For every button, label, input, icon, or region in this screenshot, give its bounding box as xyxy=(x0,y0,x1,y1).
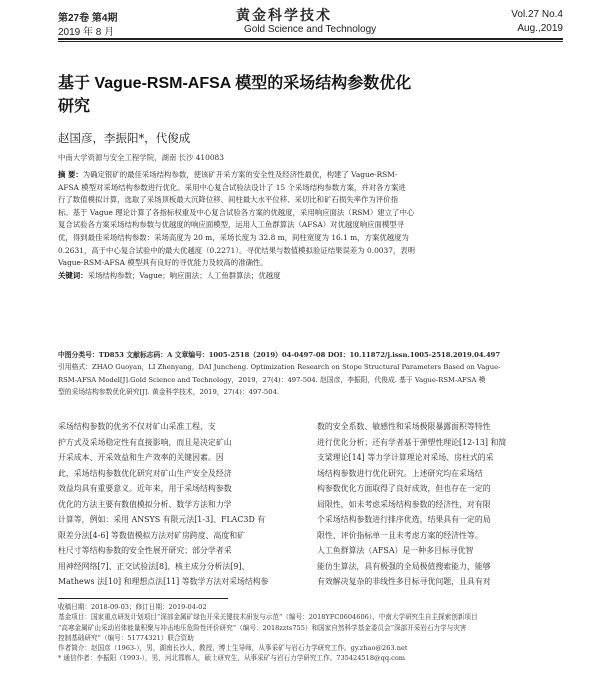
body-line: 构参数优化方面取得了良好成效，但也存在一定的 xyxy=(317,484,491,493)
body-line: 人工鱼群算法（AFSA）是一种多目标寻优智 xyxy=(317,546,474,555)
body-line: 能仿生算法，具有极强的全局极值搜索能力，能够 xyxy=(317,561,491,571)
keywords-label: 关键词： xyxy=(58,270,88,280)
citation-line: 引用格式：ZHAO Guoyan，LI Zhenyang，DAI Juncheng. Optimization Research on Stope Structural Parameters Based on Vague- xyxy=(58,363,501,372)
header-rule-thin xyxy=(58,41,563,42)
body-line: 场结构参数进行优化研究。上述研究均在采场结 xyxy=(317,468,483,478)
title-line: 研究 xyxy=(58,98,91,115)
abstract xyxy=(58,169,563,282)
received-date: 收稿日期：2018-09-03；修订日期：2019-04-02 xyxy=(58,603,207,611)
body-line: 效益均具有重要意义。近年来，用于采场结构参数 xyxy=(58,484,232,493)
body-line: 护方式及采场稳定性有直接影响，而且是决定矿山 xyxy=(58,437,232,447)
abstract-line: 标。基于 Vague 理论计算了各指标权重及中心复合试验各方案的优越度，采用响应面法（RSM）建立了中心 xyxy=(58,207,415,217)
body-line: 限差分法[4-6] 等数值模拟方法对矿房跨度、高度和矿 xyxy=(58,530,246,540)
body-line: 此，采场结构参数优化研究对矿山生产安全及经济 xyxy=(58,468,232,478)
body-line: 柱尺寸等结构参数的安全性展开研究；部分学者采 xyxy=(58,546,232,555)
body-line: 数的安全系数、敏感性和采场极限暴露面积等特性 xyxy=(317,422,491,431)
body-line: 有效解决复杂的非线性多目标寻优问题，且具有对 xyxy=(317,577,491,586)
body-line: 支梁理论[14] 等力学计算理论对采场、房柱式的采 xyxy=(317,453,494,462)
paper-title xyxy=(58,72,563,118)
authors: 赵国彦，李振阳*，代俊成 xyxy=(58,131,191,145)
classification-line: 中图分类号：TD853 文献标志码：A 文章编号：1005-2518（2019）04-0497-08 DOI：10.11872/j.issn.1005-2518.2019.04.497 xyxy=(58,351,501,359)
body-column-left xyxy=(58,419,301,590)
abstract-line: 复合试验各方案采场结构参数与优越度的响应面模型，运用人工鱼群算法（AFSA）对优越度响应面模型寻 xyxy=(58,220,405,230)
citation-line: RSM-AFSA Model[J].Gold Science and Technology，2019，27(4)：497-504. 赵国彦，李振阳，代俊成. 基于 Vague-RSM-AFSA 模 xyxy=(58,375,486,384)
journal-title-en: Gold Science and Technology xyxy=(244,24,377,35)
abstract-line: 优，得到最佳采场结构参数：采场高度为 20 m，采场长度为 32.8 m，间柱宽度为 16.1 m，方案优越度为 xyxy=(58,232,409,242)
funding-line: 基金项目：国家重点研发计划项目“深部金属矿绿色开采关键技术研发与示范”（编号：2018YFC0604606）、中南大学研究生自主探索创新项目 xyxy=(58,613,478,622)
abstract-label: 摘 要： xyxy=(58,170,83,179)
affiliation: 中南大学资源与安全工程学院，湖南 长沙 410083 xyxy=(58,153,224,162)
body-line: 限性、评价指标单一且未考虑方案的经济性等。 xyxy=(317,530,483,540)
body-line: 进行优化分析；还有学者基于弹塑性理论[12-13] 和简 xyxy=(317,437,507,447)
body-line: 开采成本、开采效益和生产效率的关键因素。因 xyxy=(58,453,224,462)
title-line: 基于 Vague-RSM-AFSA 模型的采场结构参数优化 xyxy=(58,75,412,92)
body-line: Mathews 法[10] 和理想点法[11] 等数学方法对采场结构参 xyxy=(58,577,269,586)
funding-line: “高寒金属矿山采动岩体能量积聚与冲击地压危险性评价研究”（编号：2018zzts755）和国家自然科学基金委员会“深部开采岩石力学与灾害 xyxy=(58,623,467,632)
body-line: 局限性，如未考虑采场结构参数的经济性，对有限 xyxy=(317,499,491,509)
abstract-line: 0.2631，高于中心复合试验中的最大优越度（0.2271）。寻优结果与数值模拟验证结果误差为 0.0037，表明 xyxy=(58,245,416,255)
footnotes xyxy=(58,602,563,664)
body-line: 个采场结构参数进行排序优选，结果具有一定的局 xyxy=(317,515,491,524)
article-meta xyxy=(58,349,563,399)
body-line: 用神经网络[7]、正交试验法[8]、核主成分分析法[9]、 xyxy=(58,561,250,571)
corresponding-author: * 通信作者：李振阳（1993-），男，河北邯郸人，硕士研究生，从事采矿与岩石力学研究工作。735424518@qq.com xyxy=(58,654,406,663)
abstract-line: 为确定银矿的最佳采场结构参数，使该矿开采方案的安全性及经济性最优，构建了 Vague-RSM- xyxy=(82,170,398,179)
volume-issue-cn: 第27卷 第4期 xyxy=(58,13,118,24)
abstract-line: AFSA 模型对采场结构参数进行优化。采用中心复合试验法设计了 15 个采场结构参数方案，并对各方案进 xyxy=(58,182,406,192)
issue-date-cn: 2019 年 8 月 xyxy=(58,27,115,38)
volume-issue-en: Vol.27 No.4 xyxy=(511,9,563,20)
abstract-line: 行了数值模拟计算，选取了采场顶板最大沉降位移、间柱最大水平位移、采切比和矿石损失率作为评价指 xyxy=(58,195,398,205)
journal-title-cn: 黄金科学技术 xyxy=(236,8,332,24)
keywords: 采场结构参数；Vague；响应面法；人工鱼群算法；优越度 xyxy=(87,270,281,280)
body-line: 计算等，例如：采用 ANSYS 有限元法[1-3]、FLAC3D 有 xyxy=(58,515,266,524)
funding-line: 控制基础研究”（编号：51774321）联合资助 xyxy=(58,633,194,642)
citation-line: 型的采场结构参数优化研究[J]. 黄金科学技术，2019，27(4)：497-504. xyxy=(58,388,280,397)
header-rule-thick xyxy=(58,38,563,40)
body-line: 采场结构参数的优劣不仅对矿山采准工程、支 xyxy=(58,422,216,431)
author-bio: 作者简介：赵国彦（1963-），男，湖南长沙人，教授，博士生导师，从事采矿与岩石力学研究工作。gy.zhao@263.net xyxy=(58,644,408,653)
issue-date-en: Aug.,2019 xyxy=(517,23,563,34)
body-line: 优化的方法主要有数值模拟分析、数学方法和力学 xyxy=(58,499,232,509)
footnote-rule xyxy=(58,598,228,599)
body-column-right xyxy=(317,419,563,590)
abstract-line: Vague-RSM-AFSA 模型具有良好的寻优能力及较高的准确性。 xyxy=(58,258,268,268)
